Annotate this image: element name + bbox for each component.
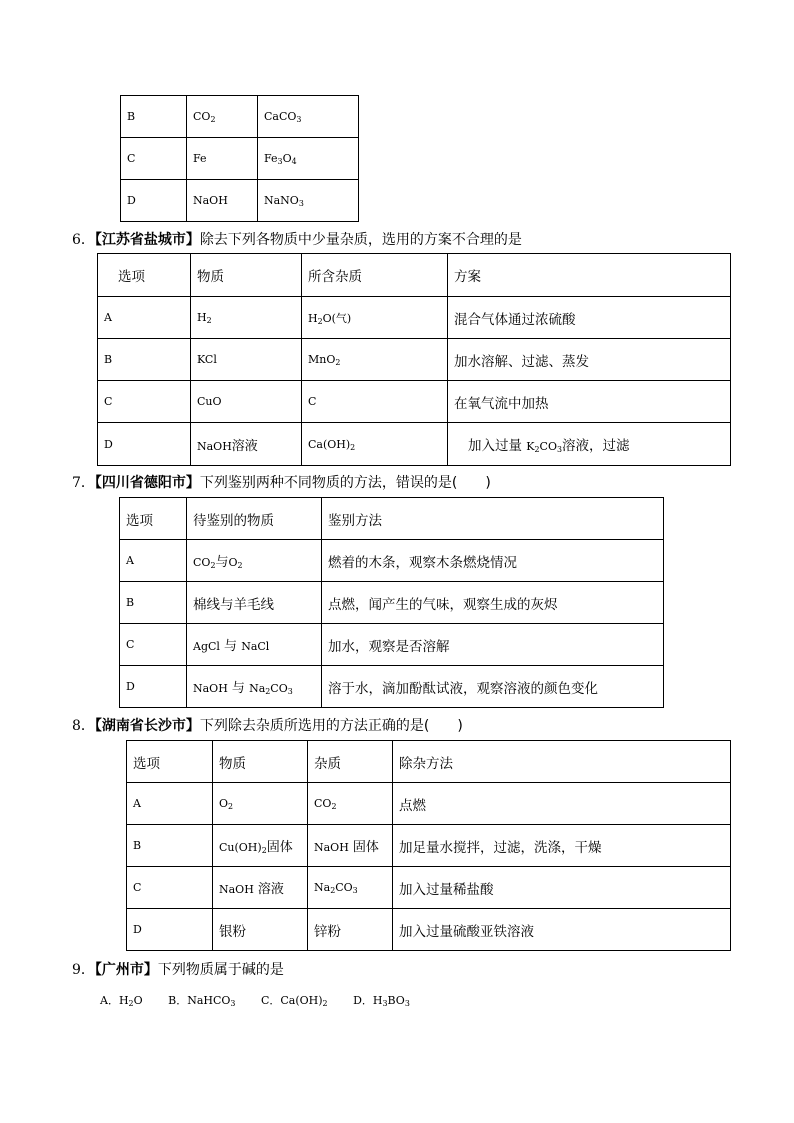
q7-table [119,497,664,708]
table-cell: B [120,582,187,624]
table-cell: $CO_2$ [187,96,258,138]
table-cell: NaNO$_3$ [258,180,359,222]
table-cell: $CO_2$ [308,783,393,825]
table-cell: C [120,624,187,666]
table-header-cell: 选项 [98,254,191,297]
table-header-cell: 所含杂质 [302,254,448,297]
table-cell: A [98,297,191,339]
question-text: 下列物质属于碱的是 [157,962,284,978]
question-source: 【四川省德阳市】 [94,475,200,491]
question-9-stem [72,959,284,979]
table-cell: 银粉 [213,909,308,951]
question-source: 【江苏省盐城市】 [94,232,200,248]
table-header-cell: 物质 [213,741,308,783]
question-6-stem [72,229,522,249]
question-text: 下列除去杂质所选用的方法正确的是( ) [199,718,463,734]
table-header-cell: 选项 [120,498,187,540]
table-row [98,423,731,466]
q6-table [97,253,731,466]
table-cell: C [302,381,448,423]
question-9-options [100,992,432,1008]
table-cell: CuO [191,381,302,423]
table-row [121,138,359,180]
table-cell: MnO$_2$ [302,339,448,381]
table-cell: NaOH [187,180,258,222]
option-b: B．NaHCO$_3$ [168,994,236,1008]
table-cell: CaCO$_3$ [258,96,359,138]
table-cell: 加入过量硫酸亚铁溶液 [393,909,731,951]
question-number: 6． [72,232,95,248]
table-row [127,783,731,825]
question-7-stem [72,472,491,492]
table-cell: 加水，观察是否溶解 [322,624,664,666]
table-cell: 点燃，闻产生的气味，观察生成的灰烬 [322,582,664,624]
question-text: 除去下列各物质中少量杂质，选用的方案不合理的是 [199,232,522,248]
table-cell: $CO_2$与$O_2$ [187,540,322,582]
table-cell: D [98,423,191,466]
table-row [98,297,731,339]
option-c: C．$Ca(OH)_2$ [260,994,328,1008]
table-cell: $O_2$ [213,783,308,825]
table-row [120,666,664,708]
table-row [98,339,731,381]
question-text: 下列鉴别两种不同物质的方法，错误的是( ) [199,475,491,491]
question-number: 9． [72,962,95,978]
table-cell: 加水溶解、过滤、蒸发 [448,339,731,381]
table-cell: $Na_2CO_3$ [308,867,393,909]
table-cell: 点燃 [393,783,731,825]
table-header-row [120,498,664,540]
table-cell: D [120,666,187,708]
table-cell: D [121,180,187,222]
q5-table [120,95,359,222]
table-row [127,825,731,867]
table-cell: NaOH 固体 [308,825,393,867]
table-cell: 锌粉 [308,909,393,951]
table-row [120,624,664,666]
q8-table [126,740,731,951]
question-source: 【湖南省长沙市】 [94,718,200,734]
table-cell: 加入过量稀盐酸 [393,867,731,909]
table-cell: C [127,867,213,909]
table-row [127,867,731,909]
table-cell: Fe [187,138,258,180]
table-header-cell: 鉴别方法 [322,498,664,540]
table-cell: A [120,540,187,582]
table-cell: 加足量水搅拌，过滤，洗涤，干燥 [393,825,731,867]
table-cell: 棉线与羊毛线 [187,582,322,624]
table-header-row [127,741,731,783]
table-row [121,180,359,222]
table-header-row [98,254,731,297]
table-row [121,96,359,138]
table-header-cell: 方案 [448,254,731,297]
table-cell: KCl [191,339,302,381]
table-cell: 燃着的木条，观察木条燃烧情况 [322,540,664,582]
table-cell: C [98,381,191,423]
option-a: A．$H_2O$ [100,994,143,1008]
question-source: 【广州市】 [94,962,158,978]
table-cell: D [127,909,213,951]
table-cell: $Ca(OH)_2$ [302,423,448,466]
table-cell: C [121,138,187,180]
table-header-cell: 除杂方法 [393,741,731,783]
table-header-cell: 杂质 [308,741,393,783]
table-header-cell: 选项 [127,741,213,783]
table-cell: NaOH溶液 [191,423,302,466]
table-row [127,909,731,951]
table-cell: 在氧气流中加热 [448,381,731,423]
table-cell: $Cu(OH)_2$固体 [213,825,308,867]
table-cell: NaOH 与 $Na_2CO_3$ [187,666,322,708]
table-cell: NaOH 溶液 [213,867,308,909]
table-cell: $H_2O$(气) [302,297,448,339]
option-d: D．$H_3BO_3$ [353,994,410,1008]
table-cell: $H_2$ [191,297,302,339]
table-header-cell: 待鉴别的物质 [187,498,322,540]
table-cell: AgCl 与 NaCl [187,624,322,666]
table-cell: B [98,339,191,381]
table-cell: B [127,825,213,867]
table-row [120,540,664,582]
question-8-stem [72,715,463,735]
table-cell: A [127,783,213,825]
question-number: 7． [72,475,95,491]
table-cell: $Fe_3O_4$ [258,138,359,180]
question-number: 8． [72,718,95,734]
table-header-cell: 物质 [191,254,302,297]
table-cell: 溶于水，滴加酚酞试液，观察溶液的颜色变化 [322,666,664,708]
table-cell: 混合气体通过浓硫酸 [448,297,731,339]
table-row [98,381,731,423]
table-cell: B [121,96,187,138]
table-row [120,582,664,624]
table-cell: 加入过量 $K_2CO_3$溶液，过滤 [448,423,731,466]
